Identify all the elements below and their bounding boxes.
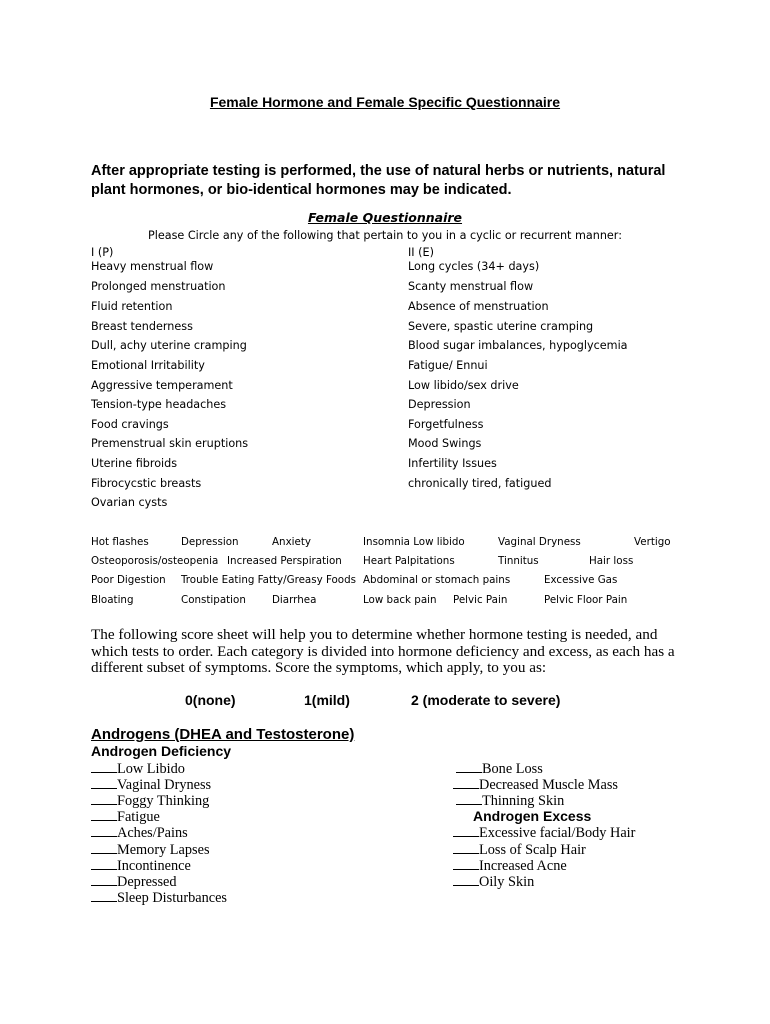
score-blank[interactable] <box>456 792 482 805</box>
androgens-heading: Androgens (DHEA and Testosterone) <box>91 726 355 743</box>
score-item[interactable]: Decreased Muscle Mass <box>453 776 618 793</box>
grid-symptom[interactable]: Vaginal Dryness <box>498 536 581 548</box>
symptom-item[interactable]: Breast tenderness <box>91 320 193 333</box>
score-blank[interactable] <box>453 776 479 789</box>
grid-symptom[interactable]: Pelvic Floor Pain <box>544 594 628 606</box>
grid-symptom[interactable]: Osteoporosis/osteopenia <box>91 555 219 567</box>
score-blank[interactable] <box>91 824 117 837</box>
score-blank[interactable] <box>91 873 117 886</box>
symptom-item[interactable]: chronically tired, fatigued <box>408 477 552 490</box>
score-item[interactable]: Bone Loss <box>456 760 543 777</box>
scale-moderate-severe: 2 (moderate to severe) <box>411 692 561 708</box>
symptom-item[interactable]: Heavy menstrual flow <box>91 260 214 273</box>
questionnaire-title: Female Questionnaire <box>307 210 463 225</box>
grid-symptom[interactable]: Excessive Gas <box>544 574 618 586</box>
symptom-item[interactable]: Severe, spastic uterine cramping <box>408 320 594 333</box>
score-sheet-intro: The following score sheet will help you to determine whether hormone testing is needed, and which tests to order. Each category is divided into hormone deficiency and excess, as each has a different subset of symptoms. Score the symptoms, which apply, to you as: <box>91 626 675 676</box>
symptom-item[interactable]: Food cravings <box>91 418 169 431</box>
symptom-item[interactable]: Low libido/sex drive <box>408 379 519 392</box>
symptom-item[interactable]: Uterine fibroids <box>91 457 178 470</box>
score-blank[interactable] <box>456 760 482 773</box>
score-item[interactable]: Fatigue <box>91 808 160 825</box>
symptom-item[interactable]: Blood sugar imbalances, hypoglycemia <box>408 339 628 352</box>
grid-symptom[interactable]: Constipation <box>181 594 246 606</box>
column-header-ii: II (E) <box>408 246 434 259</box>
grid-symptom[interactable]: Anxiety <box>272 536 311 548</box>
androgen-excess-heading: Androgen Excess <box>473 808 592 824</box>
score-item[interactable]: Foggy Thinking <box>91 792 209 809</box>
androgen-deficiency-heading: Androgen Deficiency <box>91 743 232 759</box>
grid-symptom[interactable]: Pelvic Pain <box>453 594 508 606</box>
score-blank[interactable] <box>91 760 117 773</box>
grid-symptom[interactable]: Heart Palpitations <box>363 555 455 567</box>
score-blank[interactable] <box>453 873 479 886</box>
grid-symptom[interactable]: Hair loss <box>589 555 634 567</box>
grid-symptom[interactable]: Diarrhea <box>272 594 317 606</box>
symptom-item[interactable]: Depression <box>408 398 471 411</box>
symptom-item[interactable]: Premenstrual skin eruptions <box>91 437 249 450</box>
questionnaire-instructions: Please Circle any of the following that pertain to you in a cyclic or recurrent manner: <box>148 229 622 242</box>
score-item[interactable]: Sleep Disturbances <box>91 889 227 906</box>
score-item[interactable]: Aches/Pains <box>91 824 188 841</box>
symptom-item[interactable]: Aggressive temperament <box>91 379 233 392</box>
score-blank[interactable] <box>91 841 117 854</box>
symptom-item[interactable]: Emotional Irritability <box>91 359 205 372</box>
symptom-item[interactable]: Tension-type headaches <box>91 398 227 411</box>
score-item[interactable]: Excessive facial/Body Hair <box>453 824 635 841</box>
symptom-item[interactable]: Scanty menstrual flow <box>408 280 534 293</box>
grid-symptom[interactable]: Tinnitus <box>498 555 539 567</box>
grid-symptom[interactable]: Abdominal or stomach pains <box>363 574 511 586</box>
grid-symptom[interactable]: Insomnia Low libido <box>363 536 465 548</box>
symptom-item[interactable]: Fibrocycstic breasts <box>91 477 202 490</box>
score-item[interactable]: Incontinence <box>91 857 191 874</box>
score-item[interactable]: Memory Lapses <box>91 841 210 858</box>
score-item[interactable]: Increased Acne <box>453 857 567 874</box>
score-blank[interactable] <box>91 889 117 902</box>
score-item[interactable]: Oily Skin <box>453 873 534 890</box>
column-header-i: I (P) <box>91 246 114 259</box>
symptom-item[interactable]: Absence of menstruation <box>408 300 549 313</box>
score-item[interactable]: Depressed <box>91 873 177 890</box>
grid-symptom[interactable]: Low back pain <box>363 594 437 606</box>
score-blank[interactable] <box>91 857 117 870</box>
scale-none: 0(none) <box>185 692 236 708</box>
score-blank[interactable] <box>91 776 117 789</box>
score-item[interactable]: Low Libido <box>91 760 185 777</box>
intro-statement: After appropriate testing is performed, the use of natural herbs or nutrients, natural plant hormones, or bio-identical hormones may be indicated. <box>91 163 666 198</box>
symptom-item[interactable]: Fluid retention <box>91 300 173 313</box>
grid-symptom[interactable]: Vertigo <box>634 536 671 548</box>
symptom-item[interactable]: Ovarian cysts <box>91 496 168 509</box>
grid-symptom[interactable]: Poor Digestion <box>91 574 166 586</box>
score-item[interactable]: Vaginal Dryness <box>91 776 211 793</box>
symptom-item[interactable]: Prolonged menstruation <box>91 280 226 293</box>
score-blank[interactable] <box>453 857 479 870</box>
symptom-item[interactable]: Dull, achy uterine cramping <box>91 339 247 352</box>
score-blank[interactable] <box>453 824 479 837</box>
grid-symptom[interactable]: Trouble Eating Fatty/Greasy Foods <box>181 574 357 586</box>
score-blank[interactable] <box>91 808 117 821</box>
symptom-item[interactable]: Long cycles (34+ days) <box>408 260 540 273</box>
score-blank[interactable] <box>453 841 479 854</box>
grid-symptom[interactable]: Increased Perspiration <box>227 555 342 567</box>
grid-symptom[interactable]: Hot flashes <box>91 536 149 548</box>
score-blank[interactable] <box>91 792 117 805</box>
score-item[interactable]: Thinning Skin <box>456 792 564 809</box>
symptom-item[interactable]: Forgetfulness <box>408 418 484 431</box>
symptom-item[interactable]: Infertility Issues <box>408 457 497 470</box>
symptom-item[interactable]: Mood Swings <box>408 437 482 450</box>
score-item[interactable]: Loss of Scalp Hair <box>453 841 586 858</box>
grid-symptom[interactable]: Bloating <box>91 594 134 606</box>
document-title: Female Hormone and Female Specific Questionnaire <box>209 94 561 110</box>
symptom-item[interactable]: Fatigue/ Ennui <box>408 359 488 372</box>
scale-mild: 1(mild) <box>304 692 350 708</box>
grid-symptom[interactable]: Depression <box>181 536 239 548</box>
